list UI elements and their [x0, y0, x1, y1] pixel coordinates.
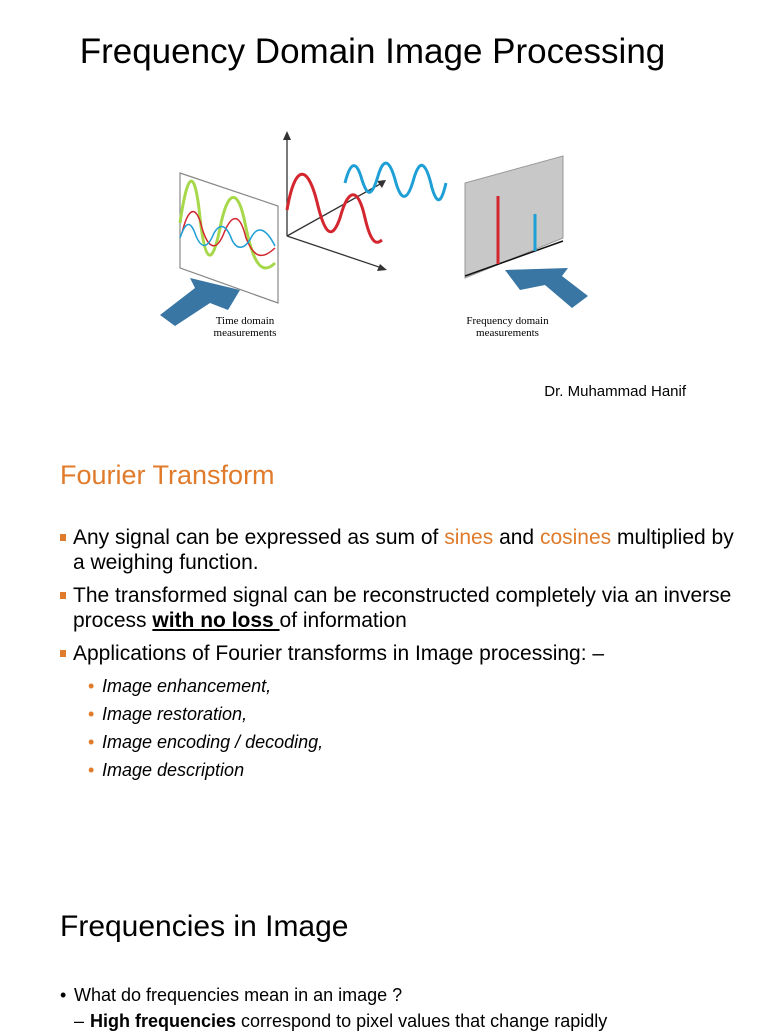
square-bullet-icon: [60, 650, 66, 657]
frequency-domain-caption: Frequency domain measurements: [466, 315, 549, 339]
bullet-item: Any signal can be expressed as sum of sines and cosines multiplied by a weighing function.: [60, 525, 740, 575]
fourier-transform-slide: [0, 445, 768, 890]
dot-bullet-icon: •: [88, 704, 95, 724]
bullet-list: [60, 525, 740, 792]
axis-depth: [287, 236, 382, 268]
square-bullet-icon: [60, 592, 66, 599]
dot-bullet-icon: –: [74, 1011, 85, 1031]
bullet-item: – High frequencies correspond to pixel values that change rapidly: [60, 1008, 760, 1034]
red-wave-3d: [287, 174, 382, 242]
sub-bullet-item: • Image encoding / decoding,: [88, 728, 740, 756]
square-bullet-icon: [60, 534, 66, 541]
frequency-arrow: [505, 268, 588, 308]
dot-bullet-icon: •: [88, 732, 95, 752]
frequencies-slide: [0, 890, 768, 1031]
slide-title: Frequency Domain Image Processing: [79, 32, 666, 71]
slide-heading: Frequencies in Image: [60, 910, 349, 943]
slide-heading: Fourier Transform: [60, 460, 275, 490]
author-name: Dr. Muhammad Hanif: [544, 383, 686, 400]
title-slide: [0, 0, 768, 445]
sub-bullet-item: • Image restoration,: [88, 700, 740, 728]
fourier-illustration: [150, 128, 600, 343]
dot-bullet-icon: •: [88, 760, 95, 780]
sub-bullet-item: • Image enhancement,: [88, 672, 740, 700]
bullet-list: [60, 982, 760, 1034]
dot-bullet-icon: •: [88, 676, 95, 696]
frequency-domain-panel: [465, 156, 563, 278]
bullet-item: • What do frequencies mean in an image ?: [60, 982, 760, 1008]
dot-bullet-icon: •: [60, 985, 67, 1005]
blue-wave-3d: [345, 163, 446, 200]
sub-bullet-item: • Image description: [88, 756, 740, 784]
sub-bullet-list: [73, 672, 740, 784]
bullet-item: The transformed signal can be reconstructed completely via an inverse process with no loss of information: [60, 583, 740, 633]
time-domain-caption: Time domain measurements: [213, 315, 277, 339]
bullet-item: Applications of Fourier transforms in Image processing: – • Image enhancement, • Image restoration, • Image encoding / decoding, • Image description: [60, 641, 740, 784]
